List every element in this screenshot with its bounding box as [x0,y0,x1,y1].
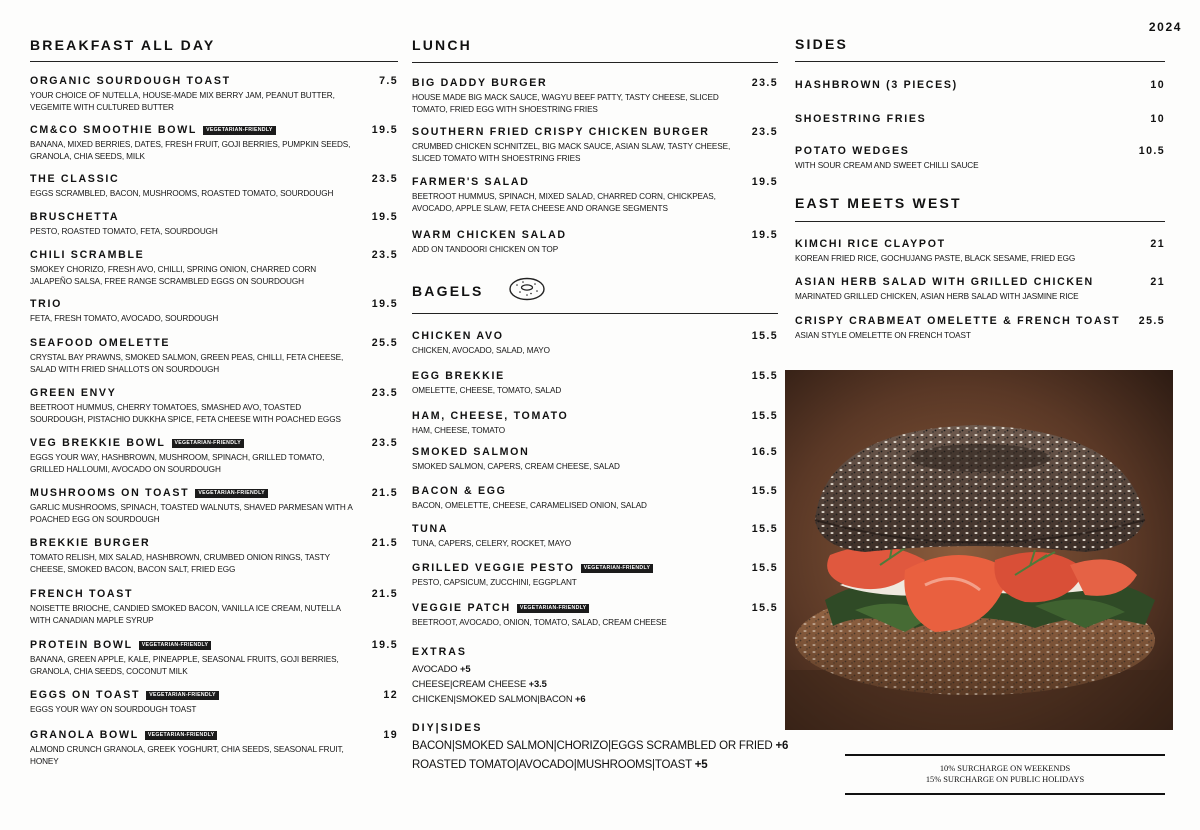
breakfast-item [30,75,398,114]
item-description: CRYSTAL BAY PRAWNS, SMOKED SALMON, GREEN PEAS, CHILLI, FETA CHEESE, SALAD WITH FRIED SHALLOTS ON SOURDOUGH [30,353,344,374]
item-name [795,315,1120,327]
item-name [412,229,567,241]
bagels-item [412,370,778,397]
lunch-item [412,126,778,165]
item-name-text: POTATO WEDGES [795,145,910,157]
east-item [795,315,1165,342]
breakfast-item [30,124,398,163]
item-name [30,249,144,261]
item-header [30,639,398,651]
breakfast-item [30,387,398,426]
diy-title: DIY|SIDES [412,722,483,734]
item-name [30,639,211,651]
item-description: BEETROOT HUMMUS, CHERRY TOMATOES, SMASHED AVO, TOASTED SOURDOUGH, PISTACHIO DUKKHA SPICE, FETA CHEESE WITH POACHED EGGS [30,403,341,424]
east-divider [795,221,1165,222]
item-name [412,330,504,342]
bagel-photo [785,370,1173,730]
item-price: 21.5 [371,537,398,549]
breakfast-title: BREAKFAST ALL DAY [30,37,216,53]
footer-top-rule [845,754,1165,756]
item-description: EGGS YOUR WAY, HASHBROWN, MUSHROOM, SPINACH, GRILLED TOMATO, GRILLED HALLOUMI, AVOCADO ON SOURDOUGH [30,453,325,474]
item-name [795,238,946,250]
sides-divider [795,61,1165,62]
lunch-item [412,229,778,256]
item-price: 16.5 [751,446,778,458]
item-description: SMOKED SALMON, CAPERS, CREAM CHEESE, SALAD [412,462,620,471]
item-header [412,229,778,241]
item-header [30,75,398,87]
item-description: ALMOND CRUNCH GRANOLA, GREEK YOGHURT, CHIA SEEDS, SEASONAL FRUIT, HONEY [30,745,344,766]
item-name-text: VEG BREKKIE BOWL [30,437,166,449]
bagels-item [412,485,778,512]
item-header [795,238,1165,250]
bagels-divider [412,313,778,314]
item-description: TUNA, CAPERS, CELERY, ROCKET, MAYO [412,539,572,548]
item-description: EGGS YOUR WAY ON SOURDOUGH TOAST [30,705,197,714]
sides-title: SIDES [795,36,849,52]
breakfast-item [30,298,398,325]
item-price: 15.5 [751,562,778,574]
surcharge-note [845,763,1165,785]
item-name-text: SHOESTRING FRIES [795,113,927,125]
vegetarian-badge: VEGETARIAN-FRIENDLY [172,439,245,448]
item-name-text: MUSHROOMS ON TOAST [30,487,190,499]
item-header [30,298,398,310]
item-header [795,145,1165,157]
vegetarian-badge: VEGETARIAN-FRIENDLY [139,641,212,650]
item-header [30,249,398,261]
item-price: 19.5 [371,298,398,310]
item-name-text: SEAFOOD OMELETTE [30,337,171,349]
item-name-text: KIMCHI RICE CLAYPOT [795,238,946,250]
item-name-text: CRISPY CRABMEAT OMELETTE & FRENCH TOAST [795,315,1121,327]
item-name [412,410,569,422]
item-price: 15.5 [751,602,778,614]
breakfast-item [30,437,398,476]
item-name [30,487,268,499]
item-price: 10 [1150,79,1165,91]
item-header [412,602,778,614]
item-price: 15.5 [751,410,778,422]
item-header [30,337,398,349]
item-price: 15.5 [751,370,778,382]
item-price: 19 [383,729,398,741]
breakfast-item [30,337,398,376]
item-price: 15.5 [751,523,778,535]
item-description: CRUMBED CHICKEN SCHNITZEL, BIG MACK SAUCE, ASIAN SLAW, TASTY CHEESE, SLICED TOMATO WITH SHOESTRING FRIES [412,142,731,163]
vegetarian-badge: VEGETARIAN-FRIENDLY [145,731,218,740]
item-name [30,298,62,310]
item-name [412,602,589,614]
item-name-text: GRANOLA BOWL [30,729,139,741]
vegetarian-badge: VEGETARIAN-FRIENDLY [581,564,654,573]
item-description: YOUR CHOICE OF NUTELLA, HOUSE-MADE MIX BERRY JAM, PEANUT BUTTER, VEGEMITE WITH CULTURED BUTTER [30,91,335,112]
item-header [412,485,778,497]
item-header [30,729,398,741]
item-description: FETA, FRESH TOMATO, AVOCADO, SOURDOUGH [30,314,219,323]
item-name [412,562,653,574]
item-description: BANANA, GREEN APPLE, KALE, PINEAPPLE, SEASONAL FRUITS, GOJI BERRIES, GRANOLA, CHIA SEEDS, COCONUT MILK [30,655,339,676]
item-description: HAM, CHEESE, TOMATO [412,426,506,435]
item-name [30,173,119,185]
item-name [30,537,150,549]
item-price: 21.5 [371,588,398,600]
item-header [412,523,778,535]
item-name [30,211,119,223]
item-header [795,113,1165,125]
item-name [412,370,505,382]
item-price: 19.5 [371,639,398,651]
item-name [30,124,276,136]
item-price: 10.5 [1138,145,1165,157]
item-name-text: ORGANIC SOURDOUGH TOAST [30,75,231,87]
extras-title: EXTRAS [412,646,467,658]
item-name-text: BRUSCHETTA [30,211,120,223]
item-name-text: SMOKED SALMON [412,446,530,458]
breakfast-item [30,537,398,576]
bagels-item [412,446,778,473]
item-name [30,337,170,349]
item-price: 23.5 [751,77,778,89]
item-header [30,387,398,399]
item-name-text: ASIAN HERB SALAD WITH GRILLED CHICKEN [795,276,1094,288]
item-name [412,446,529,458]
item-name [795,276,1094,288]
breakfast-item [30,639,398,678]
item-name-text: FARMER'S SALAD [412,176,530,188]
item-header [412,446,778,458]
item-price: 23.5 [371,173,398,185]
item-header [412,77,778,89]
bagels-item [412,562,778,589]
vegetarian-badge: VEGETARIAN-FRIENDLY [203,126,276,135]
vegetarian-badge: VEGETARIAN-FRIENDLY [517,604,590,613]
breakfast-item [30,249,398,288]
item-price: 21 [1150,276,1165,288]
lunch-divider [412,62,778,63]
item-price: 19.5 [371,124,398,136]
extra-line-2: CHEESE|CREAM CHEESE +3.5 [412,678,547,689]
item-name-text: HASHBROWN (3 PIECES) [795,79,958,91]
bagel-icon [508,276,546,302]
footer-bottom-rule [845,793,1165,795]
bagels-item [412,410,778,437]
item-description: BACON, OMELETTE, CHEESE, CARAMELISED ONION, SALAD [412,501,647,510]
item-header [412,370,778,382]
item-name-text: CHILI SCRAMBLE [30,249,145,261]
item-header [30,588,398,600]
menu-year: 2024 [1148,20,1182,34]
breakfast-item [30,689,398,716]
item-price: 10 [1150,113,1165,125]
item-price: 23.5 [371,387,398,399]
item-header [412,562,778,574]
item-header [412,176,778,188]
item-name-text: WARM CHICKEN SALAD [412,229,567,241]
item-description: PESTO, ROASTED TOMATO, FETA, SOURDOUGH [30,227,218,236]
item-description: BEETROOT, AVOCADO, ONION, TOMATO, SALAD, CREAM CHEESE [412,618,667,627]
item-price: 12 [383,689,398,701]
weekend-surcharge: 10% SURCHARGE ON WEEKENDS [939,764,1071,773]
item-price: 25.5 [371,337,398,349]
item-name [795,145,910,157]
item-description: KOREAN FRIED RICE, GOCHUJANG PASTE, BLACK SESAME, FRIED EGG [795,254,1076,263]
item-name-text: TUNA [412,523,449,535]
item-price: 21.5 [371,487,398,499]
item-description: CHICKEN, AVOCADO, SALAD, MAYO [412,346,550,355]
item-header [30,537,398,549]
item-name-text: BREKKIE BURGER [30,537,151,549]
item-name-text: FRENCH TOAST [30,588,134,600]
item-description: NOISETTE BRIOCHE, CANDIED SMOKED BACON, VANILLA ICE CREAM, NUTELLA WITH CANADIAN MAPLE SYRUP [30,604,341,625]
item-price: 23.5 [371,437,398,449]
item-header [795,315,1165,327]
item-header [30,689,398,701]
item-description: HOUSE MADE BIG MACK SAUCE, WAGYU BEEF PATTY, TASTY CHEESE, SLICED TOMATO, FRIED EGG WITH SHOESTRING FRIES [412,93,719,114]
extra-line-3: CHICKEN|SMOKED SALMON|BACON +6 [412,693,586,704]
item-price: 23.5 [751,126,778,138]
breakfast-item [30,211,398,238]
item-name [412,523,448,535]
item-name-text: CM&CO SMOOTHIE BOWL [30,124,198,136]
item-description: MARINATED GRILLED CHICKEN, ASIAN HERB SALAD WITH JASMINE RICE [795,292,1079,301]
extra-line-1: AVOCADO +5 [412,663,471,674]
item-name [30,689,219,701]
item-description: EGGS SCRAMBLED, BACON, MUSHROOMS, ROASTED TOMATO, SOURDOUGH [30,189,334,198]
item-price: 23.5 [371,249,398,261]
item-name-text: CHICKEN AVO [412,330,504,342]
item-description: ADD ON TANDOORI CHICKEN ON TOP [412,245,559,254]
item-header [412,126,778,138]
item-description: BEETROOT HUMMUS, SPINACH, MIXED SALAD, CHARRED CORN, CHICKPEAS, AVOCADO, APPLE SLAW, FETA CHEESE AND ORANGE SEGMENTS [412,192,716,213]
item-description: WITH SOUR CREAM AND SWEET CHILLI SAUCE [795,161,979,170]
bagels-item [412,523,778,550]
item-name-text: GRILLED VEGGIE PESTO [412,562,575,574]
holiday-surcharge: 15% SURCHARGE ON PUBLIC HOLIDAYS [925,775,1085,784]
item-name [412,176,530,188]
item-name [30,75,231,87]
item-name-text: VEGGIE PATCH [412,602,511,614]
bagels-title: BAGELS [412,283,484,299]
diy-line-1: BACON|SMOKED SALMON|CHORIZO|EGGS SCRAMBLED OR FRIED +6 [412,740,789,752]
diy-line-2: ROASTED TOMATO|AVOCADO|MUSHROOMS|TOAST +5 [412,759,708,771]
east-item [795,276,1165,303]
item-price: 15.5 [751,485,778,497]
breakfast-item [30,487,398,526]
sides-item [795,79,1165,91]
item-name [412,485,507,497]
item-name-text: BACON & EGG [412,485,507,497]
item-description: BANANA, MIXED BERRIES, DATES, FRESH FRUIT, GOJI BERRIES, PUMPKIN SEEDS, GRANOLA, CHIA SEEDS, MILK [30,140,351,161]
item-name-text: EGG BREKKIE [412,370,505,382]
lunch-item [412,176,778,215]
breakfast-item [30,173,398,200]
lunch-item [412,77,778,116]
item-name-text: TRIO [30,298,63,310]
breakfast-item [30,729,398,768]
item-name-text: GREEN ENVY [30,387,117,399]
item-name-text: EGGS ON TOAST [30,689,141,701]
item-header [30,487,398,499]
item-name [412,77,547,89]
item-header [30,124,398,136]
item-header [30,437,398,449]
item-name-text: SOUTHERN FRIED CRISPY CHICKEN BURGER [412,126,710,138]
item-name-text: BIG DADDY BURGER [412,77,548,89]
item-price: 15.5 [751,330,778,342]
item-header [30,173,398,185]
east-item [795,238,1165,265]
item-name [795,113,926,125]
bagels-item [412,602,778,629]
item-description: OMELETTE, CHEESE, TOMATO, SALAD [412,386,562,395]
breakfast-item [30,588,398,627]
item-description: TOMATO RELISH, MIX SALAD, HASHBROWN, CRUMBED ONION RINGS, TASTY CHEESE, SMOKED BACON, BACON SALT, FRIED EGG [30,553,330,574]
sides-item [795,145,1165,172]
item-description: SMOKEY CHORIZO, FRESH AVO, CHILLI, SPRING ONION, CHARRED CORN JALAPEÑO SALSA, FREE RANGE SCRAMBLED EGGS ON SOURDOUGH [30,265,317,286]
breakfast-divider [30,61,398,62]
item-price: 19.5 [371,211,398,223]
vegetarian-badge: VEGETARIAN-FRIENDLY [146,691,219,700]
sides-item [795,113,1165,125]
item-price: 19.5 [751,176,778,188]
item-price: 25.5 [1138,315,1165,327]
item-name [30,729,217,741]
item-header [795,79,1165,91]
vegetarian-badge: VEGETARIAN-FRIENDLY [195,489,268,498]
item-price: 19.5 [751,229,778,241]
item-header [795,276,1165,288]
item-name [30,588,133,600]
item-description: GARLIC MUSHROOMS, SPINACH, TOASTED WALNUTS, SHAVED PARMESAN WITH A POACHED EGG ON SOURDOUGH [30,503,353,524]
item-description: ASIAN STYLE OMELETTE ON FRENCH TOAST [795,331,971,340]
east-title: EAST MEETS WEST [795,195,962,211]
item-header [412,410,778,422]
item-name [30,437,244,449]
item-name [30,387,116,399]
lunch-title: LUNCH [412,37,472,53]
item-header [412,330,778,342]
bagels-item [412,330,778,357]
item-name [412,126,710,138]
item-description: PESTO, CAPSICUM, ZUCCHINI, EGGPLANT [412,578,577,587]
item-name-text: HAM, CHEESE, TOMATO [412,410,569,422]
item-name-text: THE CLASSIC [30,173,120,185]
item-price: 21 [1150,238,1165,250]
item-name-text: PROTEIN BOWL [30,639,133,651]
item-name [795,79,958,91]
item-header [30,211,398,223]
item-price: 7.5 [379,75,398,87]
